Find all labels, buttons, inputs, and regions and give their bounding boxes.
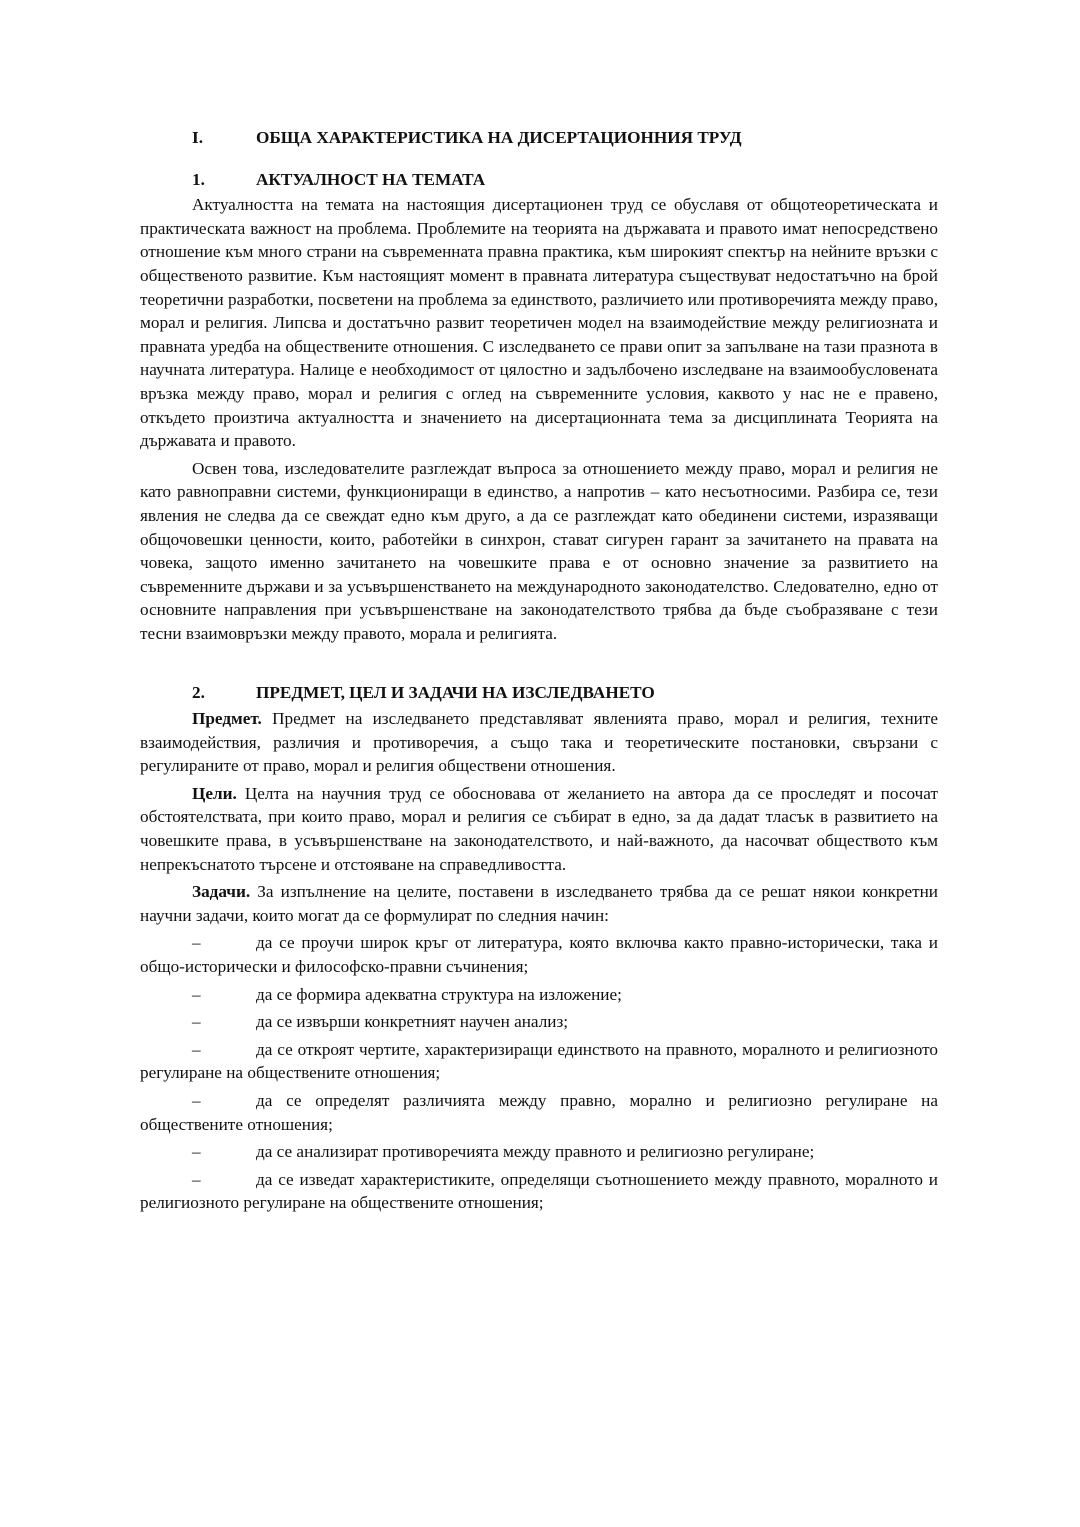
task-text: да се проучи широк кръг от литература, която включва както правно-исторически, така и общо-исторически и философско-правни съчинения;	[140, 933, 938, 976]
subsection-heading-relevance	[140, 168, 938, 192]
subsection-number: 2.	[192, 683, 205, 703]
tasks-text: За изпълнение на целите, поставени в изследването трябва да се решат някои конкретни научни задачи, които могат да се формулират по следния начин:	[140, 882, 938, 925]
subsection-title: АКТУАЛНОСТ НА ТЕМАТА	[256, 169, 486, 189]
subject-text: Предмет на изследването представляват явленията право, морал и религия, техните взаимодействия, различия и противоречия, а също така и теоретическите постановки, свързани с регулираните от право, морал и религия обществени отношения.	[140, 709, 938, 776]
dash-marker: –	[192, 1039, 201, 1059]
task-item	[140, 1038, 938, 1085]
task-item	[140, 931, 938, 978]
section-number: I.	[192, 128, 203, 147]
dash-marker: –	[192, 933, 201, 953]
subsection-number: 1.	[192, 169, 205, 189]
task-text: да се анализират противоречията между правното и религиозно регулиране;	[256, 1142, 815, 1162]
paragraph-subject	[140, 707, 938, 778]
subject-label: Предмет.	[192, 709, 262, 729]
subsection-heading-subject	[140, 681, 938, 705]
subsection-title: ПРЕДМЕТ, ЦЕЛ И ЗАДАЧИ НА ИЗСЛЕДВАНЕТО	[256, 683, 655, 703]
dash-marker: –	[192, 1169, 201, 1189]
paragraph-goals	[140, 782, 938, 876]
task-item	[140, 1089, 938, 1136]
paragraph-relevance-1: Актуалността на темата на настоящия дисертационен труд се обуславя от общотеоретическата и практическата важност на проблема. Проблемите на теорията на държавата и правото имат непосредствено отношение към много страни на съвременната правна практика, към широкият спектър на нейните връзки с общественото развитие. Към настоящият момент в правната литература съществуват недостатъчно на брой теоретични разработки, посветени на проблема за единството, различието или противоречията между право, морал и религия. Липсва и достатъчно развит теоретичен модел на взаимодействие между религиозната и правната уредба на обществените отношения. С изследването се прави опит за запълване на тази празнота в научната литература. Налице е необходимост от цялостно и задълбочено изследване на взаимообусловената връзка между право, морал и религия с оглед на съвременните условия, каквото у нас не е правено, откъдето произтича актуалността и значението на дисертационната тема за дисциплината Теорията на държавата и правото.	[140, 195, 938, 451]
goals-label: Цели.	[192, 783, 237, 803]
goals-text: Целта на научния труд се обосновава от желанието на автора да се проследят и посочат обстоятелствата, при които право, морал и религия се събират в едно, за да дадат тласък в развитието на човешките права, в усъвършенстване на законодателството, и най-важното, да насочват обществото към непрекъснатото търсене и отстояване на справедливостта.	[140, 783, 938, 874]
task-text: да се формира адекватна структура на изложение;	[256, 984, 622, 1004]
task-item	[140, 1140, 938, 1164]
paragraph-relevance-2: Освен това, изследователите разглеждат въпроса за отношението между право, морал и религия не като равноправни системи, функциониращи в единство, а напротив – като несъотносими. Разбира се, тези явления не следва да се свеждат едно към друго, а да се разглеждат като обединени системи, изразяващи общочовешки ценности, които, работейки в синхрон, стават сигурен гарант за зачитането на правата на човека, защото именно зачитането на човешките права е от основно значение за развитието на съвременните държави и за усъвършенстването на международното законодателство. Следователно, едно от основните направления при усъвършенстване на законодателството трябва да бъде съобразяване с тези тесни взаимовръзки между правото, морала и религията.	[140, 458, 938, 643]
tasks-label: Задачи.	[192, 882, 251, 902]
task-text: да се определят различията между правно, морално и религиозно регулиране на обществените отношения;	[140, 1090, 938, 1134]
paragraph-tasks	[140, 880, 938, 927]
task-text: да се изведат характеристиките, определящи съотношението между правното, моралното и религиозното регулиране на обществените отношения;	[140, 1169, 938, 1213]
section-title: ОБЩА ХАРАКТЕРИСТИКА НА ДИСЕРТАЦИОННИЯ ТРУД	[256, 128, 742, 147]
task-text: да се откроят чертите, характеризиращи единството на правното, моралното и религиозното регулиране на обществените отношения;	[140, 1039, 938, 1083]
dash-marker: –	[192, 1142, 201, 1162]
dash-marker: –	[192, 984, 201, 1004]
page-content	[140, 126, 938, 1215]
task-item	[140, 983, 938, 1007]
task-item	[140, 1168, 938, 1215]
dash-marker: –	[192, 1090, 201, 1110]
task-item	[140, 1010, 938, 1034]
dash-marker: –	[192, 1012, 201, 1032]
section-heading	[140, 126, 938, 150]
task-text: да се извърши конкретният научен анализ;	[256, 1012, 569, 1032]
